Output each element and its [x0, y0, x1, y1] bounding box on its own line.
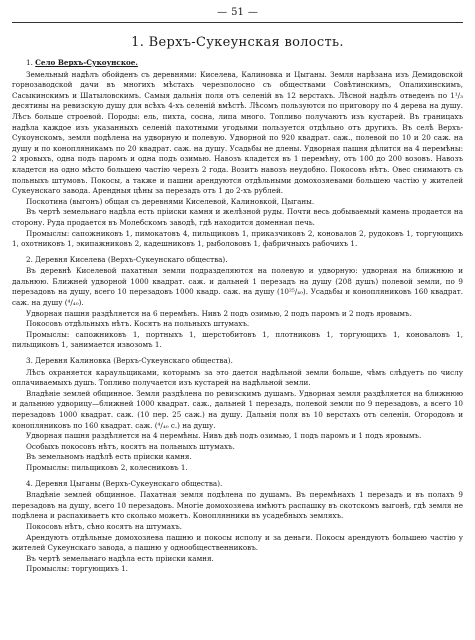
- paragraph: Покосовъ нѣтъ, сѣно косятъ на штумахъ.: [26, 521, 182, 531]
- paragraph: Промыслы: сапожниковъ 1, пимокатовъ 4, пильщиковъ 1, приказчиковъ 2, коновалов 2, рудоковъ 1, торгующихъ 1, охотниковъ 1, экипажниковъ 2, кадешниковъ 1, рыболововъ 1, фабричныхъ рабочихъ 1.: [12, 228, 463, 249]
- header-rule: [12, 22, 463, 23]
- paragraph: Владѣніе землей общинное. Пахатная земля подѣлена по душамъ. Въ перемѣнахъ 1 перезадъ и въ полахъ 9 перезадовъ на душу, всего 10 перезадовъ. Многіе домохозяева имѣютъ распашку въ скотскомъ выгонѣ, гдѣ земля не подѣлена и распахиваетъ кто сколько можетъ. Коноплянники въ усадебныхъ земляхъ.: [12, 490, 463, 521]
- paragraph: Въ чертѣ земельнаго надѣла есть пріиски камня.: [26, 553, 214, 563]
- settlement-number: 1.: [26, 58, 33, 67]
- settlement-society: (Верхъ-Сукеунскаго общества).: [107, 254, 228, 264]
- section-title: 1. Верхъ-Сукеунская волость.: [131, 35, 344, 50]
- settlement-name: Деревня Калиновка: [35, 356, 111, 366]
- settlement-heading: [26, 255, 463, 266]
- paragraph: Удворная пашня раздѣляется на 6 перемѣнъ. Нивъ 2 подъ озимью, 2 подъ паромъ и 2 подъ яровымъ.: [26, 308, 412, 318]
- settlement-section: [12, 58, 463, 250]
- settlement-heading: [26, 356, 463, 367]
- settlement-section: [12, 356, 463, 474]
- settlement-heading: [26, 58, 463, 69]
- paragraph: Особыхъ покосовъ нѣтъ, косятъ на польныхъ штумахъ.: [26, 441, 235, 451]
- document-body: [12, 58, 463, 575]
- settlement-heading: [26, 479, 463, 490]
- paragraph: Промыслы: сапожниковъ 1, портныхъ 1, шерстобитовъ 1, плотниковъ 1, торгующихъ 1, коноваловъ 1, пильщиковъ 1, занимается извозомъ 1.: [12, 329, 463, 350]
- settlement-name: Деревня Киселева: [35, 254, 106, 264]
- settlement-section: [12, 255, 463, 351]
- paragraph: Въ деревнѣ Киселевой пахатныя земли подразделяются на полевую и удворную: удворная на ближнюю и дальнюю. Ближней удворной 1000 квадрат. саж. и дальней 1 перезадъ на душу (208 душъ) полевой земли, по 9 перезадовъ на душу, всего 10 перезадовъ 1000 квадр. саж. на душу (10²⁵/₄₀). Усадьбы и конопляниковъ 160 квадрат. саж. на душу (⁴/₄₀).: [12, 266, 463, 308]
- settlement-section: [12, 479, 463, 575]
- paragraph: Владѣніе землей общинное. Земля раздѣлена по ревизскимъ душамъ. Удворная земля раздѣляется на ближнюю и дальнюю удворицу—ближней 1000 квадрат. саж., дальней 1 перезадъ, полевой земли по 9 перезадовъ, а всего 10 перезадовъ 1000 квадрат. саж. (10 пер. 25 саж.) на душу. Дальнія поля въ 10 верстахъ отъ селенія. Огородовъ и конопляниковъ по 160 квадрат. саж. (⁴/₄₀ с.) на душу.: [12, 388, 463, 430]
- paragraph: Промыслы: торгующихъ 1.: [26, 564, 128, 574]
- settlement-number: 4.: [26, 478, 33, 488]
- paragraph: Покосовъ отдѣльныхъ нѣтъ. Косятъ на польныхъ штумахъ.: [26, 319, 250, 329]
- settlement-name: Село Верхъ-Сукоунское.: [35, 58, 138, 67]
- paragraph: Въ чертѣ земельнаго надѣла есть пріиски камня и желѣзной руды. Почти весь добываемый камень продается на сторону. Руда продается въ Молебскомъ заводѣ, гдѣ находится доменная печь.: [12, 207, 463, 227]
- paragraph: Арендуютъ отдѣльные домохозяева пашню и покосы исполу и за деньги. Покосы арендуютъ большею частію у жителей Сукеунскаго завода, а пашню у однообщественниковъ.: [12, 532, 463, 553]
- page-number: — 51 —: [12, 6, 463, 20]
- paragraph: Удворная пашня раздѣляется на 4 перемѣны. Нивъ двѣ подъ озимью, 1 подъ паромъ и 1 подъ яровымъ.: [26, 431, 422, 441]
- settlement-society: (Верхъ-Сукеунскаго общества).: [113, 356, 233, 366]
- settlement-society: (Верхъ-Сукеунскаго общества).: [102, 478, 223, 488]
- paragraph: Земельный надѣлъ обойденъ съ деревнями: Киселева, Калиновка и Цыганы. Земля нарѣзана изъ Демидовской горнозаводской дачи въ многихъ мѣстахъ черезполосно съ обществами Совѣтинскимъ, Опалихинскимъ, Сасыкинскимъ и Шатыловскимъ. Самыя дальнія поля отъ селеній въ 12 верстахъ. Лѣсной надѣлъ отведенъ по 1¹/₃ десятины на ревизскую душу для всѣхъ 4-хъ селеній вмѣстѣ. Лѣсомъ пользуются по приговору по 4 дерева на душу. Лѣсъ больше строевой. Породы: ель, пихта, сосна, липа много. Топливо получаютъ изъ кустарей. Въ границахъ надѣла каждое изъ указанныхъ селеній пахотными угодьями пользуется отдѣльно отъ другихъ. Въ селѣ Верхъ-Сукоунскомъ, земля подѣлена на удворную и полевую. Удворной по 920 квадрат. саж., полевой по 10 и 20 саж. на душу и по конопляникамъ по 20 квадрат. саж. на душу. Усадьбы не длены. Удворная пашня дѣлится на 4 перемѣны: 2 яровыхъ, одна подъ паромъ и одна подъ озимью. Навозъ кладется въ 1 перемѣну, отъ 100 до 200 возовъ. Навозъ кладется на одно мѣсто большею частію черезъ 2 года. Возитъ навозъ неудобно. Покосовъ нѣтъ. Овес снимаютъ съ польныхъ штумовъ. Покосы, а также и пашни арендуются отдѣльными домохозяевами большею частію у жителей Сукеунскаго завода. Арендныя цѣны за перезадъ отъ 1 до 2-хъ рублей.: [12, 69, 463, 196]
- settlement-number: 3.: [26, 356, 33, 366]
- paragraph: Поскотина (выгонъ) общая съ деревнями Киселевой, Калиновкой, Цыганы.: [26, 196, 315, 206]
- paragraph: Промыслы: пильщиковъ 2, колесниковъ 1.: [26, 462, 188, 472]
- settlement-name: Деревня Цыганы: [35, 478, 101, 488]
- paragraph: Лѣсъ охраняется караульщиками, которымъ за это дается надѣльной земли больше, чѣмъ слѣдуетъ по числу оплачиваемыхъ душъ. Топливо получается изъ кустарей на надѣльной земли.: [12, 367, 463, 388]
- settlement-number: 2.: [26, 254, 33, 264]
- paragraph: Въ земельномъ надѣлѣ есть пріиски камня.: [26, 452, 192, 462]
